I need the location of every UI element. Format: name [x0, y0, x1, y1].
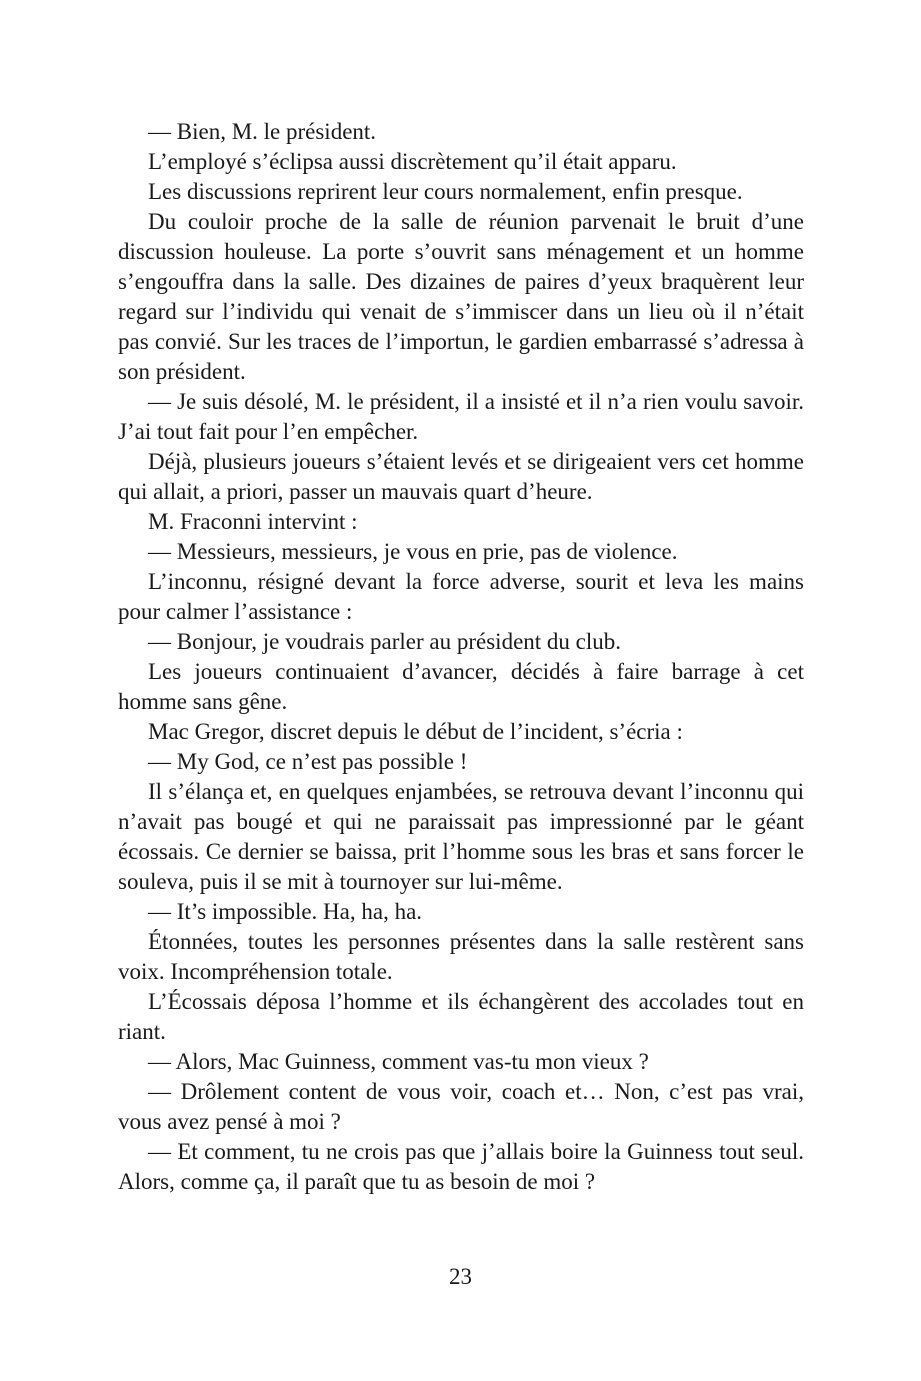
paragraph: L’Écossais déposa l’homme et ils échangèrent des accolades tout en riant.: [118, 989, 804, 1044]
paragraph: — Et comment, tu ne crois pas que j’allais boire la Guinness tout seul. Alors, comme ça, il paraît que tu as besoin de moi ?: [118, 1139, 804, 1194]
paragraph: Il s’élança et, en quelques enjambées, se retrouva devant l’inconnu qui n’avait pas bougé et qui ne paraissait pas impressionné par le géant écossais. Ce dernier se baissa, prit l’homme sous les bras et sans forcer le souleva, puis il se mit à tournoyer sur lui-même.: [118, 779, 804, 894]
paragraph: — Messieurs, messieurs, je vous en prie, pas de violence.: [148, 539, 678, 564]
paragraph: Étonnées, toutes les personnes présentes dans la salle restèrent sans voix. Incompréhension totale.: [118, 929, 804, 984]
paragraph: — My God, ce n’est pas possible !: [148, 749, 468, 774]
paragraph: L’inconnu, résigné devant la force adverse, sourit et leva les mains pour calmer l’assistance :: [118, 569, 804, 624]
body-text: [118, 117, 804, 1197]
paragraph: Déjà, plusieurs joueurs s’étaient levés et se dirigeaient vers cet homme qui allait, a priori, passer un mauvais quart d’heure.: [118, 449, 804, 504]
paragraph: Les discussions reprirent leur cours normalement, enfin presque.: [148, 179, 743, 204]
paragraph: Du couloir proche de la salle de réunion parvenait le bruit d’une discussion houleuse. La porte s’ouvrit sans ménagement et un homme s’engouffra dans la salle. Des dizaines de paires d’yeux braquèrent leur regard sur l’individu qui venait de s’immiscer dans un lieu où il n’était pas convié. Sur les traces de l’importun, le gardien embarrassé s’adressa à son président.: [118, 209, 804, 384]
paragraph: Les joueurs continuaient d’avancer, décidés à faire barrage à cet homme sans gêne.: [118, 659, 804, 714]
paragraph: — Bien, M. le président.: [148, 119, 377, 144]
paragraph: L’employé s’éclipsa aussi discrètement qu’il était apparu.: [148, 149, 677, 174]
paragraph: — Alors, Mac Guinness, comment vas-tu mon vieux ?: [148, 1049, 649, 1074]
paragraph: — It’s impossible. Ha, ha, ha.: [148, 899, 423, 924]
paragraph: — Drôlement content de vous voir, coach et… Non, c’est pas vrai, vous avez pensé à moi ?: [118, 1079, 804, 1134]
paragraph: — Je suis désolé, M. le président, il a insisté et il n’a rien voulu savoir. J’ai tout fait pour l’en empêcher.: [118, 389, 804, 444]
paragraph: Mac Gregor, discret depuis le début de l’incident, s’écria :: [148, 719, 683, 744]
paragraph: — Bonjour, je voudrais parler au président du club.: [148, 629, 622, 654]
paragraph: M. Fraconni intervint :: [148, 509, 358, 534]
page-number: 23: [449, 1264, 472, 1289]
